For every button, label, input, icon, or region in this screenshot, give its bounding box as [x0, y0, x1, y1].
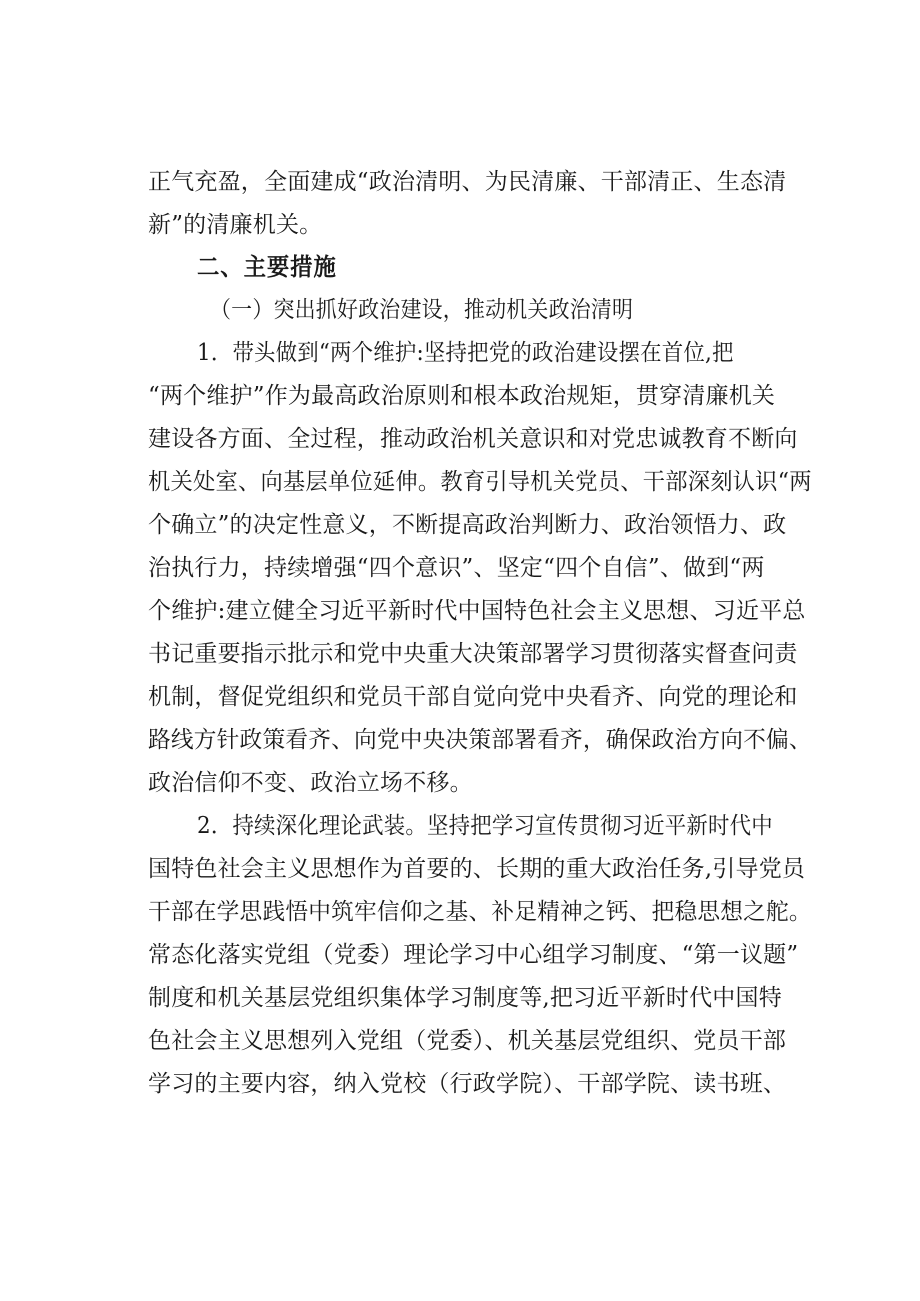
- paragraph-line: 色社会主义思想列入党组（党委）、机关基层党组织、党员干部: [148, 1028, 787, 1054]
- paragraph-line: 常态化落实党组（党委）理论学习中心组学习制度、“第一议题”: [148, 942, 799, 968]
- paragraph-line: 机制，督促党组织和党员干部自觉向党中央看齐、向党的理论和: [148, 684, 798, 710]
- paragraph-line: 正气充盈，全面建成“政治清明、为民清廉、干部清正、生态清: [148, 169, 787, 195]
- section-heading: 二、主要措施: [197, 253, 337, 281]
- paragraph-line: 干部在学思践悟中筑牢信仰之基、补足精神之钙、把稳思想之舵。: [148, 899, 812, 925]
- paragraph-line: 路线方针政策看齐、向党中央决策部署看齐，确保政治方向不偏、: [148, 727, 812, 753]
- paragraph-line: 机关处室、向基层单位延伸。教育引导机关党员、干部深刻认识“两: [148, 469, 812, 495]
- paragraph-line: 书记重要指示批示和党中央重大决策部署学习贯彻落实督查问责: [148, 641, 798, 667]
- paragraph-line: 个确立”的决定性意义，不断提高政治判断力、政治领悟力、政: [148, 512, 787, 538]
- paragraph-line: 建设各方面、全过程，推动政治机关意识和对党忠诚教育不断向: [148, 426, 798, 452]
- paragraph-line: 国特色社会主义思想作为首要的、长期的重大政治任务,引导党员: [148, 856, 806, 882]
- paragraph-line: 新”的清廉机关。: [148, 212, 323, 238]
- paragraph-line: 个维护:建立健全习近平新时代中国特色社会主义思想、习近平总: [148, 598, 806, 624]
- paragraph-line: 1．带头做到“两个维护:坚持把党的政治建设摆在首位,把: [197, 340, 734, 366]
- subsection-heading: （一）突出抓好政治建设，推动机关政治清明: [210, 297, 634, 323]
- paragraph-line: 学习的主要内容，纳入党校（行政学院）、干部学院、读书班、: [148, 1071, 787, 1097]
- paragraph-line: 治执行力，持续增强“四个意识”、坚定“四个自信”、做到“两: [148, 555, 765, 581]
- paragraph-line: 政治信仰不变、政治立场不移。: [148, 770, 473, 796]
- paragraph-line: “两个维护”作为最高政治原则和根本政治规矩，贯穿清廉机关: [148, 383, 776, 409]
- paragraph-line: 2．持续深化理论武装。坚持把学习宣传贯彻习近平新时代中: [197, 813, 773, 839]
- paragraph-line: 制度和机关基层党组织集体学习制度等,把习近平新时代中国特: [148, 985, 782, 1011]
